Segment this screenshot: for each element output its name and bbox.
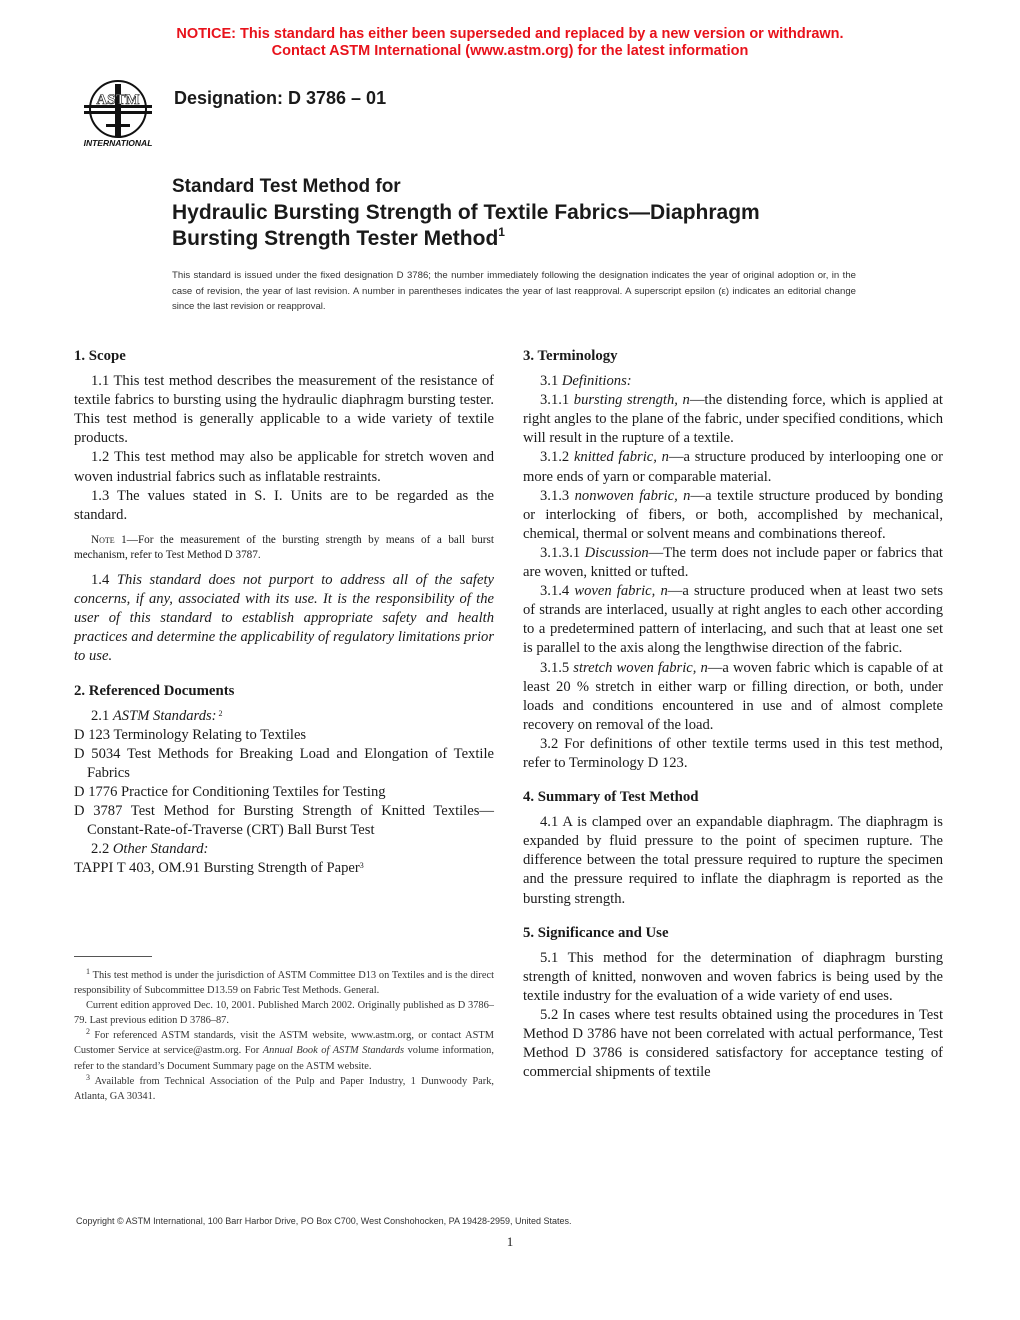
document-title	[172, 174, 760, 252]
note-1	[74, 533, 494, 564]
definition-bursting-strength: —the distending force, which is applied at right angles to the plane of the fabric, under specified conditions, which will result in the rupture of a textile.	[523, 392, 943, 447]
section-2-2-number: 2.2	[91, 841, 113, 858]
note-label: Note	[91, 533, 115, 546]
section-2-1-footnote-ref: 2	[216, 708, 223, 718]
term-stretch-woven-fabric: stretch woven fabric, n	[573, 659, 708, 676]
significance-heading: 5. Significance and Use	[523, 924, 669, 941]
discussion-label: Discussion	[584, 544, 649, 561]
footnote-2-marker: 2	[86, 1027, 90, 1037]
designation: Designation: D 3786 – 01	[174, 88, 387, 108]
section-3-1-5	[523, 659, 943, 735]
ref-d123: D 123 Terminology Relating to Textiles	[74, 726, 307, 743]
term-woven-fabric: woven fabric, n	[574, 583, 668, 600]
section-3-1-3-1-number: 3.1.3.1	[540, 544, 585, 561]
section-3-1	[523, 372, 943, 391]
section-3-1-4-number: 3.1.4	[540, 583, 575, 600]
title-line-3: Bursting Strength Tester Method	[172, 227, 499, 250]
ref-tappi	[74, 859, 494, 878]
ref-d5034: D 5034 Test Methods for Breaking Load and Elongation of Textile Fabrics	[74, 745, 494, 781]
section-1-1: 1.1 This test method describes the measurement of the resistance of textile fabrics to bursting using the hydraulic diaphragm bursting tester. This test method is generally applicable to a wide variety of textile products.	[74, 373, 494, 447]
definition-woven-fabric: —a structure produced when at least two sets of strands are interlaced, usually at right angles to each other according to a predetermined pattern of interlacing, and such that at least one set is parallel to the axis along the lengthwise direction of the fabric.	[523, 583, 944, 657]
section-2-1	[74, 707, 494, 726]
section-1-4-text: This standard does not purport to address all of the safety concerns, if any, associated with its use. It is the responsibility of the user of this standard to establish appropriate safety and health practices and determine the applicability of regulatory limitations prior to use.	[74, 572, 494, 665]
note-text: 1—For the measurement of the bursting strength by means of a ball burst mechanism, refer to Test Method D 3787.	[74, 533, 494, 562]
section-1-4	[74, 571, 494, 666]
footnote-2	[74, 1028, 494, 1073]
ref-d1776: D 1776 Practice for Conditioning Textiles for Testing	[74, 783, 386, 800]
section-2-2-label: Other Standard:	[112, 841, 209, 858]
definition-knitted-fabric: —a structure produced by interlooping one or more ends of yarn or comparable material.	[523, 449, 943, 485]
section-1-3: 1.3 The values stated in S. I. Units are to be regarded as the standard.	[74, 487, 494, 523]
left-column	[74, 344, 494, 878]
terminology-heading: 3. Terminology	[523, 348, 618, 364]
discussion-text: —The term does not include paper or fabrics that are woven, knitted or tufted.	[523, 544, 943, 581]
footnote-divider	[74, 956, 152, 957]
definition-stretch-woven-fabric: —a woven fabric which is capable of at least 20 % stretch in either warp or filling direction, or both, under loads and conditions encountered in use and of almost complete recovery on removal of the load.	[523, 659, 943, 733]
logo-subtext: INTERNATIONAL	[83, 138, 153, 148]
section-3-1-4	[523, 582, 943, 658]
notice-line-1: NOTICE: This standard has either been superseded and replaced by a new version or withdrawn.	[176, 26, 844, 42]
footnote-1-marker: 1	[86, 967, 90, 976]
scope-heading: 1. Scope	[74, 348, 126, 364]
footnote-1-text: This test method is under the jurisdiction of ASTM Committee D13 on Textiles and is the direct responsibility of Subcommittee D13.59 on Fabric Test Methods. General.	[74, 970, 494, 997]
term-knitted-fabric: knitted fabric, n	[573, 449, 669, 466]
footnote-3-text: Available from Technical Association of the Pulp and Paper Industry, 1 Dunwoody Park, Atlanta, GA 30341.	[74, 1075, 494, 1102]
section-3-1-1-number: 3.1.1	[540, 392, 574, 409]
ref-d3787: D 3787 Test Method for Bursting Strength of Knitted Textiles—Constant-Rate-of-Traverse (CRT) Ball Burst Test	[74, 803, 494, 839]
withdrawal-notice	[0, 26, 1020, 60]
footnote-1-edition: Current edition approved Dec. 10, 2001. Published March 2002. Originally published as D 3786–79. Last previous edition D 3786–87.	[74, 1000, 494, 1027]
term-bursting-strength: bursting strength, n	[573, 392, 690, 409]
logo-text: ASTM	[96, 92, 140, 108]
astm-logo	[76, 76, 160, 150]
ref-tappi-text: TAPPI T 403, OM.91 Bursting Strength of Paper	[74, 860, 360, 877]
referenced-documents-heading: 2. Referenced Documents	[74, 682, 235, 699]
section-3-1-2	[523, 448, 943, 486]
footnote-3-marker: 3	[86, 1072, 90, 1082]
section-2-1-label: ASTM Standards:	[112, 707, 217, 724]
issuance-statement: This standard is issued under the fixed designation D 3786; the number immediately following the designation indicates the year of original adoption or, in the case of revision, the year of last revision. A number in parentheses indicates the year of last reapproval. A superscript epsilon (ε) indicates an editorial change since the last revision or reapproval.	[172, 270, 856, 313]
section-3-1-label: Definitions:	[561, 373, 632, 390]
footnote-3	[74, 1074, 494, 1104]
page-number: 1	[506, 1234, 514, 1249]
title-line-1: Standard Test Method for	[172, 176, 401, 197]
section-3-1-3-1	[523, 544, 943, 582]
summary-heading: 4. Summary of Test Method	[523, 789, 699, 806]
footnote-2-book-title: Annual Book of ASTM Standards	[262, 1045, 405, 1057]
section-5-1: 5.1 This method for the determination of diaphragm bursting strength of knitted, nonwoven and woven fabrics is being used by the textile industry for the evaluation of a wide variety of end uses.	[523, 949, 943, 1004]
section-4-1: 4.1 A is clamped over an expandable diaphragm. The diaphragm is expanded by fluid pressure to the point of specimen rupture. The difference between the total pressure required to rupture the specimen and the pressure required to inflate the diaphragm is reported as the bursting strength.	[523, 814, 943, 907]
footnote-2-text-a: For referenced ASTM standards, visit the ASTM website, www.astm.org, or contact ASTM Customer Service at service@astm.org. For	[74, 1030, 494, 1057]
section-2-2	[74, 840, 494, 859]
section-3-1-5-number: 3.1.5	[540, 659, 574, 676]
section-3-2: 3.2 For definitions of other textile terms used in this test method, refer to Terminology D 123.	[523, 735, 943, 771]
title-line-2: Hydraulic Bursting Strength of Textile Fabrics—Diaphragm	[172, 201, 760, 224]
section-3-1-3	[523, 487, 943, 544]
footnotes	[74, 968, 494, 1104]
right-column	[523, 344, 943, 1082]
section-3-1-1	[523, 391, 943, 448]
section-1-2: 1.2 This test method may also be applicable for stretch woven and woven industrial fabrics such as inflatable restraints.	[74, 449, 494, 485]
notice-line-2: Contact ASTM International (www.astm.org) for the latest information	[271, 43, 749, 59]
term-nonwoven-fabric: nonwoven fabric, n	[574, 487, 691, 504]
title-footnote-ref: 1	[498, 225, 505, 239]
section-2-1-number: 2.1	[91, 707, 113, 724]
section-5-2: 5.2 In cases where test results obtained using the procedures in Test Method D 3786 have not been correlated with actual performance, Test Method D 3786 is considered satisfactory for acceptance testing of commercial shipments of textile	[523, 1007, 943, 1081]
footnote-2-text-c: volume information, refer to the standard’s Document Summary page on the ASTM website.	[74, 1045, 494, 1072]
ref-tappi-footnote-ref: 3	[359, 861, 364, 871]
section-3-1-3-number: 3.1.3	[540, 487, 575, 504]
section-3-1-number: 3.1	[540, 373, 562, 390]
definition-nonwoven-fabric: —a textile structure produced by bonding or interlocking of fibers, or both, accomplished by mechanical, chemical, thermal or solvent means and combinations thereof.	[523, 487, 943, 542]
footnote-1	[74, 968, 494, 998]
section-3-1-2-number: 3.1.2	[540, 449, 574, 466]
section-1-4-number: 1.4	[91, 572, 117, 589]
copyright: Copyright © ASTM International, 100 Barr Harbor Drive, PO Box C700, West Conshohocken, PA 19428-2959, United States.	[76, 1216, 572, 1226]
